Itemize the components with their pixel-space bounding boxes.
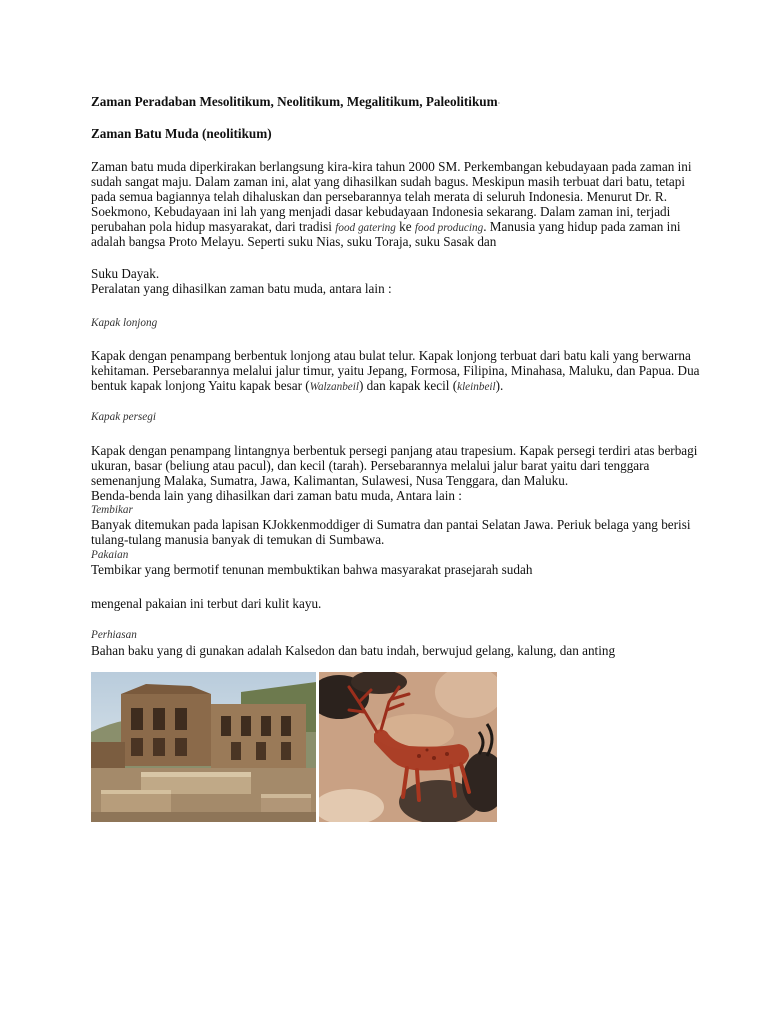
heading-tembikar: Tembikar bbox=[91, 504, 133, 516]
perhiasan-line-1: Bahan baku yang di gunakan adalah Kalsedon dan batu indah, berwujud gelang, kalung, dan anting bbox=[91, 643, 616, 658]
intro-line-2: sudah sangat maju. Dalam zaman ini, alat yang dihasilkan sudah bagus. Meskipun masih terbuat dari batu, tetapi bbox=[91, 174, 686, 189]
ancient-stone-ruins-photo bbox=[91, 672, 316, 822]
kapak-lonjong-line-3-a: bentuk kapak lonjong Yaitu kapak besar ( bbox=[91, 378, 310, 393]
kapak-persegi-line-3: semenanjung Malaka, Sumatra, Jawa, Kalimantan, Sulawesi, Nusa Tenggara, dan Maluku. bbox=[91, 473, 569, 488]
pakaian-line-2: mengenal pakaian ini terbut dari kulit kayu. bbox=[91, 596, 322, 611]
suku-dayak-text: Suku Dayak. bbox=[91, 266, 160, 281]
intro-line-5-a: perubahan pola hidup masyarakat, dari tradisi bbox=[91, 219, 336, 234]
section-heading-neolitikum: Zaman Batu Muda (neolitikum) bbox=[91, 126, 272, 141]
heading-perhiasan: Perhiasan bbox=[91, 629, 137, 641]
intro-line-1: Zaman batu muda diperkirakan berlangsung kira-kira tahun 2000 SM. Perkembangan kebudayaan pada zaman ini bbox=[91, 159, 692, 174]
heading-kapak-lonjong: Kapak lonjong bbox=[91, 317, 158, 329]
kapak-lonjong-line-2: kehitaman. Persebarannya melalui jalur timur, yaitu Jepang, Formosa, Filipina, Minahasa, Maluku, dan Papua. Dua bbox=[91, 363, 700, 378]
document-title bbox=[91, 94, 500, 111]
peralatan-intro: Peralatan yang dihasilkan zaman batu muda, antara lain : bbox=[91, 281, 392, 296]
title-dot: · bbox=[497, 99, 501, 108]
kapak-persegi-line-1: Kapak dengan penampang lintangnya berbentuk persegi panjang atau trapesium. Kapak persegi terdiri atas berbagi bbox=[91, 443, 698, 458]
document-title-text: Zaman Peradaban Mesolitikum, Neolitikum, Megalitikum, Paleolitikum bbox=[91, 94, 498, 109]
tembikar-line-1: Banyak ditemukan pada lapisan KJokkenmoddiger di Sumatra dan pantai Selatan Jawa. Periuk belaga yang berisi bbox=[91, 517, 691, 532]
pakaian-line-1: Tembikar yang bermotif tenunan membuktikan bahwa masyarakat prasejarah sudah bbox=[91, 562, 533, 577]
kapak-lonjong-line-1: Kapak dengan penampang berbentuk lonjong atau bulat telur. Kapak lonjong terbuat dari batu kali yang berwarna bbox=[91, 348, 691, 363]
term-food-producing: food producing bbox=[414, 222, 484, 234]
intro-line-4: Soekmono, Kebudayaan ini lah yang menjadi dasar kebudayaan Indonesia sekarang. Dalam zaman ini, terjadi bbox=[91, 204, 671, 219]
heading-pakaian: Pakaian bbox=[91, 549, 129, 561]
term-food-gatering: food gatering bbox=[335, 222, 396, 234]
term-kleinbeil: kleinbeil bbox=[457, 381, 496, 393]
heading-kapak-persegi: Kapak persegi bbox=[91, 411, 156, 423]
kapak-lonjong-line-3 bbox=[91, 378, 503, 395]
intro-line-5-e: . Manusia yang hidup pada zaman ini bbox=[483, 219, 681, 234]
tembikar-line-2: tulang-tulang manusia banyak di temukan di Sumbawa. bbox=[91, 532, 385, 547]
intro-line-3: pada semua bagiannya telah dihaluskan dan persebarannya telah merata di seluruh Indonesia. Menurut Dr. R. bbox=[91, 189, 668, 204]
kapak-lonjong-line-3-e: ). bbox=[495, 378, 504, 393]
kapak-persegi-line-2: ukuran, basar (beliung atau pacul), dan kecil (tarah). Persebarannya melalui jalur barat yaitu dari tenggara bbox=[91, 458, 650, 473]
kapak-persegi-line-4: Benda-benda lain yang dihasilkan dari zaman batu muda, Antara lain : bbox=[91, 488, 462, 503]
intro-line-5-c: ke bbox=[395, 219, 415, 234]
cave-painting-deer-photo bbox=[319, 672, 497, 822]
intro-line-6: adalah bangsa Proto Melayu. Seperti suku Nias, suku Toraja, suku Sasak dan bbox=[91, 234, 497, 249]
kapak-lonjong-line-3-c: ) dan kapak kecil ( bbox=[358, 378, 458, 393]
term-walzanbeil: Walzanbeil bbox=[309, 381, 359, 393]
